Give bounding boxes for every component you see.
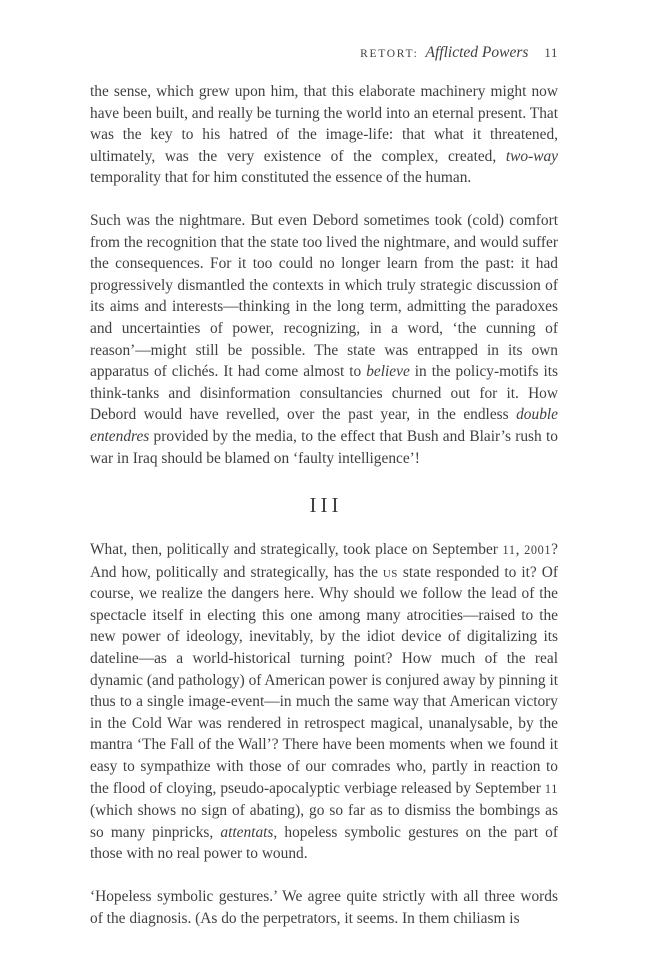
text-segment: the sense, which grew upon him, that this elaborate machinery might now have been built, and really be turning the world into an eternal present. That was the key to his hatred of the image-life: that what it threatened, ultimately, was the very existence of the complex, created, bbox=[90, 83, 558, 165]
text-segment-smallcaps: us bbox=[382, 563, 398, 581]
page-body bbox=[90, 81, 558, 929]
text-segment-figs: 11 bbox=[544, 781, 558, 796]
text-segment: provided by the media, to the effect that Bush and Blair’s rush to war in Iraq should be blamed on ‘faulty intelligence’! bbox=[90, 427, 558, 467]
text-segment: ? And how, politically and strategically, has the bbox=[90, 541, 558, 581]
text-segment: in the policy-motifs its think-tanks and disinformation consultancies churned out for it. How Debord would have revelled, over the past year, in the endless bbox=[90, 363, 558, 424]
header-book-title: Afflicted Powers bbox=[425, 44, 529, 61]
header-page-number: 11 bbox=[544, 46, 558, 60]
text-segment-italic: double entendres bbox=[90, 406, 558, 445]
text-segment-figs: 2001 bbox=[524, 543, 552, 558]
header-imprint: RETORT: bbox=[360, 48, 419, 60]
text-segment: temporality that for him constituted the essence of the human. bbox=[90, 169, 472, 187]
text-segment-italic: two-way bbox=[505, 147, 558, 165]
text-segment: (which shows no sign of abating), go so far as to dismiss the bombings as so many pinpricks, bbox=[90, 802, 558, 841]
text-segment-italic: believe bbox=[366, 363, 410, 381]
text-segment: , hopeless symbolic gestures on the part of those with no real power to wound. bbox=[90, 823, 558, 863]
paragraph-2 bbox=[90, 210, 558, 469]
text-segment: state responded to it? Of course, we realize the dangers here. Why should we follow the lead of the spectacle itself in electing this one among many atrocities—raised to the new power of ideology, inevitably, by the idiot device of digitalizing its dateline—as a world-historical turning point? How much of the real dynamic (and pathology) of American power is conjured away by pinning it thus to a single image-event—in much the same way that American victory in the Cold War was rendered in retrospect magical, unanalysable, by the mantra ‘The Fall of the Wall’? There have been moments when we found it easy to sympathize with those of our comrades who, partly in reaction to the flood of cloying, pseudo-apocalyptic verbiage released by September bbox=[90, 563, 559, 797]
text-segment-figs: 11 bbox=[502, 543, 516, 558]
running-header bbox=[90, 44, 558, 62]
text-segment: What, then, politically and strategically, took place on September bbox=[90, 541, 503, 559]
paragraph-1 bbox=[90, 81, 558, 189]
text-segment: Such was the nightmare. But even Debord sometimes took (cold) comfort from the recognition that the state too lived the nightmare, and would suffer the consequences. For it too could no longer learn from the past: it had progressively dismantled the contexts in which truly strategic discussion of its aims and interests—thinking in the long term, admitting the paradoxes and uncertainties of power, recognizing, in a word, ‘the cunning of reason’—might still be possible. The state was entrapped in its own apparatus of clichés. It had come almost to bbox=[90, 211, 558, 381]
paragraph-4 bbox=[90, 886, 558, 929]
text-segment: , bbox=[515, 541, 525, 559]
section-heading: III bbox=[309, 493, 343, 518]
text-segment-italic: attentats bbox=[220, 823, 274, 841]
text-segment: ‘Hopeless symbolic gestures.’ We agree quite strictly with all three words of the diagnosis. (As do the perpetrators, it seems. In them chiliasm is bbox=[90, 888, 558, 927]
paragraph-3 bbox=[90, 539, 558, 865]
